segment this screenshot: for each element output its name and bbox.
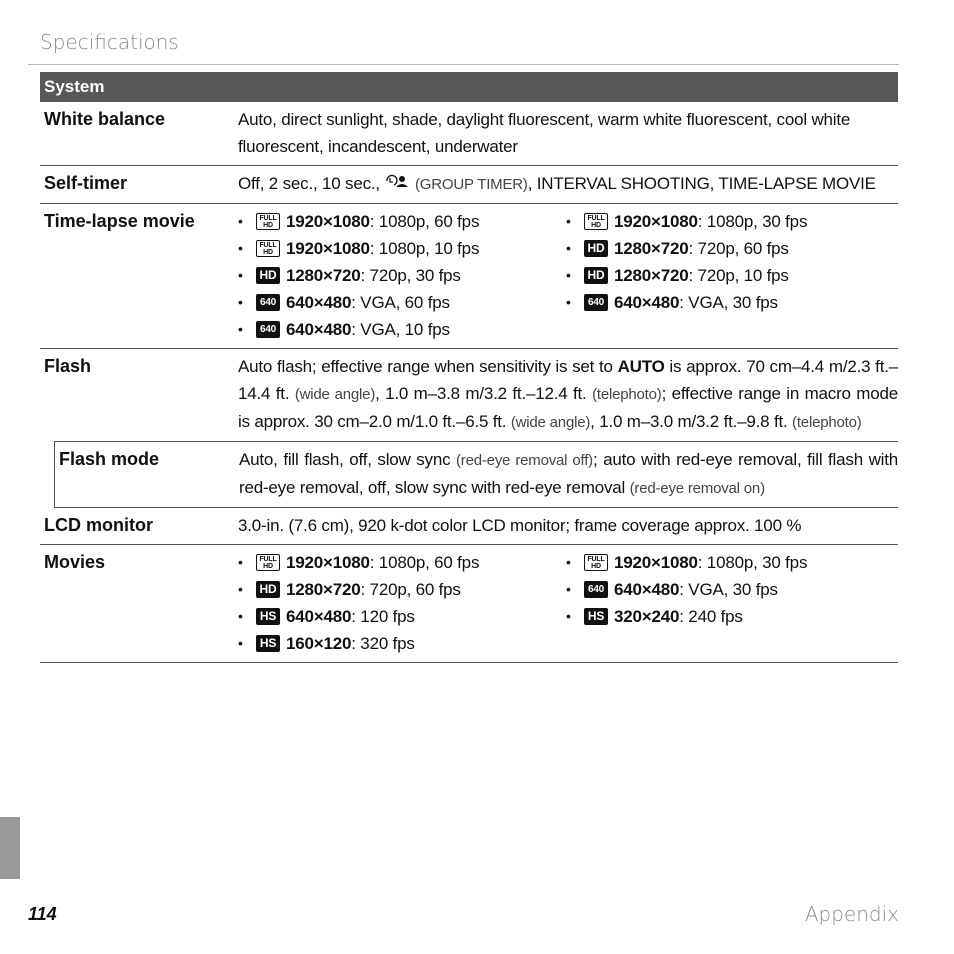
section-header: System bbox=[40, 72, 898, 102]
list-item bbox=[238, 262, 566, 289]
row-self-timer bbox=[40, 166, 898, 204]
resolution: 1920×1080 bbox=[614, 553, 698, 572]
row-label: Flash mode bbox=[59, 449, 160, 469]
resolution: 1920×1080 bbox=[286, 553, 370, 572]
bullet: • bbox=[238, 608, 243, 624]
vga-640-icon: 640 bbox=[256, 294, 280, 311]
page-header-title: Specifications bbox=[40, 30, 179, 54]
value-text: , INTERVAL SHOOTING, TIME-LAPSE MOVIE bbox=[527, 174, 876, 193]
row-label: Time-lapse movie bbox=[44, 211, 195, 231]
hd-icon: HD bbox=[584, 240, 608, 257]
note: (telephoto) bbox=[792, 414, 862, 431]
row-value bbox=[239, 446, 898, 502]
chapter-tab bbox=[0, 817, 20, 879]
resolution: 320×240 bbox=[614, 607, 680, 626]
vga-640-icon: 640 bbox=[256, 321, 280, 338]
resolution: 640×480 bbox=[286, 293, 352, 312]
bullet: • bbox=[566, 240, 571, 256]
bullet: • bbox=[566, 608, 571, 624]
header-divider bbox=[28, 64, 899, 65]
hd-icon: HD bbox=[256, 581, 280, 598]
row-label: LCD monitor bbox=[44, 515, 153, 535]
resolution: 640×480 bbox=[286, 607, 352, 626]
auto-keyword: AUTO bbox=[617, 357, 665, 376]
vga-640-icon: 640 bbox=[584, 294, 608, 311]
hd-icon: HD bbox=[256, 267, 280, 284]
row-label: White balance bbox=[44, 109, 166, 129]
resolution: 1280×720 bbox=[286, 266, 361, 285]
resolution: 640×480 bbox=[286, 320, 352, 339]
movies-list bbox=[238, 549, 898, 657]
note: (telephoto) bbox=[592, 386, 662, 403]
list-item bbox=[238, 289, 566, 316]
list-item bbox=[566, 235, 886, 262]
row-label: Movies bbox=[44, 552, 106, 572]
row-value: Auto, direct sunlight, shade, daylight fluorescent, warm white fluorescent, cool white fluorescent, incandescent, underwater bbox=[238, 110, 851, 156]
value-text: , 1.0 m–3.8 m/3.2 ft.–12.4 ft. bbox=[375, 384, 593, 403]
value-text: is approx. 70 cm–4.4 m/2.3 ft.–14.4 ft. bbox=[238, 357, 899, 403]
list-item bbox=[566, 576, 886, 603]
bullet: • bbox=[566, 554, 571, 570]
list-item bbox=[566, 289, 886, 316]
mode-desc: : VGA, 30 fps bbox=[679, 580, 778, 599]
bullet: • bbox=[238, 581, 243, 597]
resolution: 1280×720 bbox=[614, 266, 689, 285]
list-item bbox=[566, 262, 886, 289]
spec-table bbox=[40, 72, 898, 663]
row-flash bbox=[40, 349, 898, 441]
mode-desc: : 320 fps bbox=[351, 634, 415, 653]
note: (red-eye removal on) bbox=[629, 480, 765, 497]
value-text: ; effective range in macro mode is approx. 30 cm–2.0 m/1.0 ft.–6.5 ft. bbox=[238, 384, 899, 431]
value-text: ; auto with red-eye removal, fill flash with red-eye removal, off, slow sync with red-eye removal bbox=[239, 450, 899, 497]
page-number: 114 bbox=[28, 904, 57, 924]
bullet: • bbox=[566, 294, 571, 310]
list-item bbox=[238, 576, 566, 603]
hs-icon: HS bbox=[584, 608, 608, 625]
row-flash-mode bbox=[54, 441, 898, 508]
vga-640-icon: 640 bbox=[584, 581, 608, 598]
full-hd-icon: FULL HD bbox=[256, 240, 280, 257]
row-movies bbox=[40, 545, 898, 663]
value-text: Off, 2 sec., 10 sec., bbox=[238, 174, 385, 193]
resolution: 1920×1080 bbox=[286, 212, 370, 231]
mode-desc: : VGA, 10 fps bbox=[351, 320, 450, 339]
bullet: • bbox=[238, 635, 243, 651]
hd-icon: HD bbox=[584, 267, 608, 284]
resolution: 640×480 bbox=[614, 293, 680, 312]
time-lapse-list bbox=[238, 208, 898, 343]
row-value: 3.0-in. (7.6 cm), 920 k-dot color LCD monitor; frame coverage approx. 100 % bbox=[238, 516, 802, 535]
mode-desc: : 1080p, 60 fps bbox=[369, 212, 480, 231]
mode-desc: : 240 fps bbox=[679, 607, 743, 626]
value-text: Auto, fill flash, off, slow sync bbox=[239, 450, 457, 469]
note: (red-eye removal off) bbox=[456, 452, 593, 469]
list-item bbox=[238, 630, 566, 657]
hs-icon: HS bbox=[256, 635, 280, 652]
row-time-lapse-movie bbox=[40, 204, 898, 349]
value-text: Auto flash; effective range when sensitivity is set to bbox=[238, 357, 618, 376]
bullet: • bbox=[566, 581, 571, 597]
resolution: 1280×720 bbox=[286, 580, 361, 599]
bullet: • bbox=[238, 240, 243, 256]
bullet: • bbox=[238, 554, 243, 570]
list-item bbox=[566, 208, 886, 235]
bullet: • bbox=[566, 267, 571, 283]
note: (wide angle) bbox=[510, 414, 591, 431]
resolution: 1920×1080 bbox=[286, 239, 370, 258]
row-value bbox=[238, 170, 898, 198]
full-hd-icon: FULL HD bbox=[256, 554, 280, 571]
footer-section-title: Appendix bbox=[804, 902, 899, 926]
hs-icon: HS bbox=[256, 608, 280, 625]
row-value bbox=[238, 353, 898, 436]
list-item bbox=[566, 549, 886, 576]
resolution: 1920×1080 bbox=[614, 212, 698, 231]
bullet: • bbox=[566, 213, 571, 229]
row-lcd-monitor bbox=[40, 508, 898, 545]
row-white-balance bbox=[40, 102, 898, 166]
bullet: • bbox=[238, 267, 243, 283]
mode-desc: : 1080p, 60 fps bbox=[369, 553, 480, 572]
resolution: 640×480 bbox=[614, 580, 680, 599]
mode-desc: : 720p, 60 fps bbox=[688, 239, 789, 258]
mode-desc: : 720p, 10 fps bbox=[688, 266, 789, 285]
list-item bbox=[238, 549, 566, 576]
value-text: , 1.0 m–3.0 m/3.2 ft.–9.8 ft. bbox=[590, 412, 793, 431]
row-label: Self-timer bbox=[44, 173, 128, 193]
mode-desc: : VGA, 60 fps bbox=[351, 293, 450, 312]
mode-desc: : 720p, 60 fps bbox=[360, 580, 461, 599]
full-hd-icon: FULL HD bbox=[256, 213, 280, 230]
resolution: 1280×720 bbox=[614, 239, 689, 258]
list-item bbox=[238, 316, 566, 343]
row-label: Flash bbox=[44, 356, 92, 376]
mode-desc: : VGA, 30 fps bbox=[679, 293, 778, 312]
list-item bbox=[238, 603, 566, 630]
mode-desc: : 120 fps bbox=[351, 607, 415, 626]
full-hd-icon: FULL HD bbox=[584, 213, 608, 230]
bullet: • bbox=[238, 213, 243, 229]
bullet: • bbox=[238, 294, 243, 310]
list-item bbox=[566, 603, 886, 630]
group-timer-icon bbox=[384, 174, 410, 193]
mode-desc: : 720p, 30 fps bbox=[360, 266, 461, 285]
full-hd-icon: FULL HD bbox=[584, 554, 608, 571]
mode-desc: : 1080p, 10 fps bbox=[369, 239, 480, 258]
mode-desc: : 1080p, 30 fps bbox=[697, 212, 808, 231]
bullet: • bbox=[238, 321, 243, 337]
list-item bbox=[238, 208, 566, 235]
resolution: 160×120 bbox=[286, 634, 352, 653]
mode-desc: : 1080p, 30 fps bbox=[697, 553, 808, 572]
group-timer-text: (GROUP TIMER) bbox=[415, 176, 528, 193]
note: (wide angle) bbox=[294, 386, 376, 403]
list-item bbox=[238, 235, 566, 262]
